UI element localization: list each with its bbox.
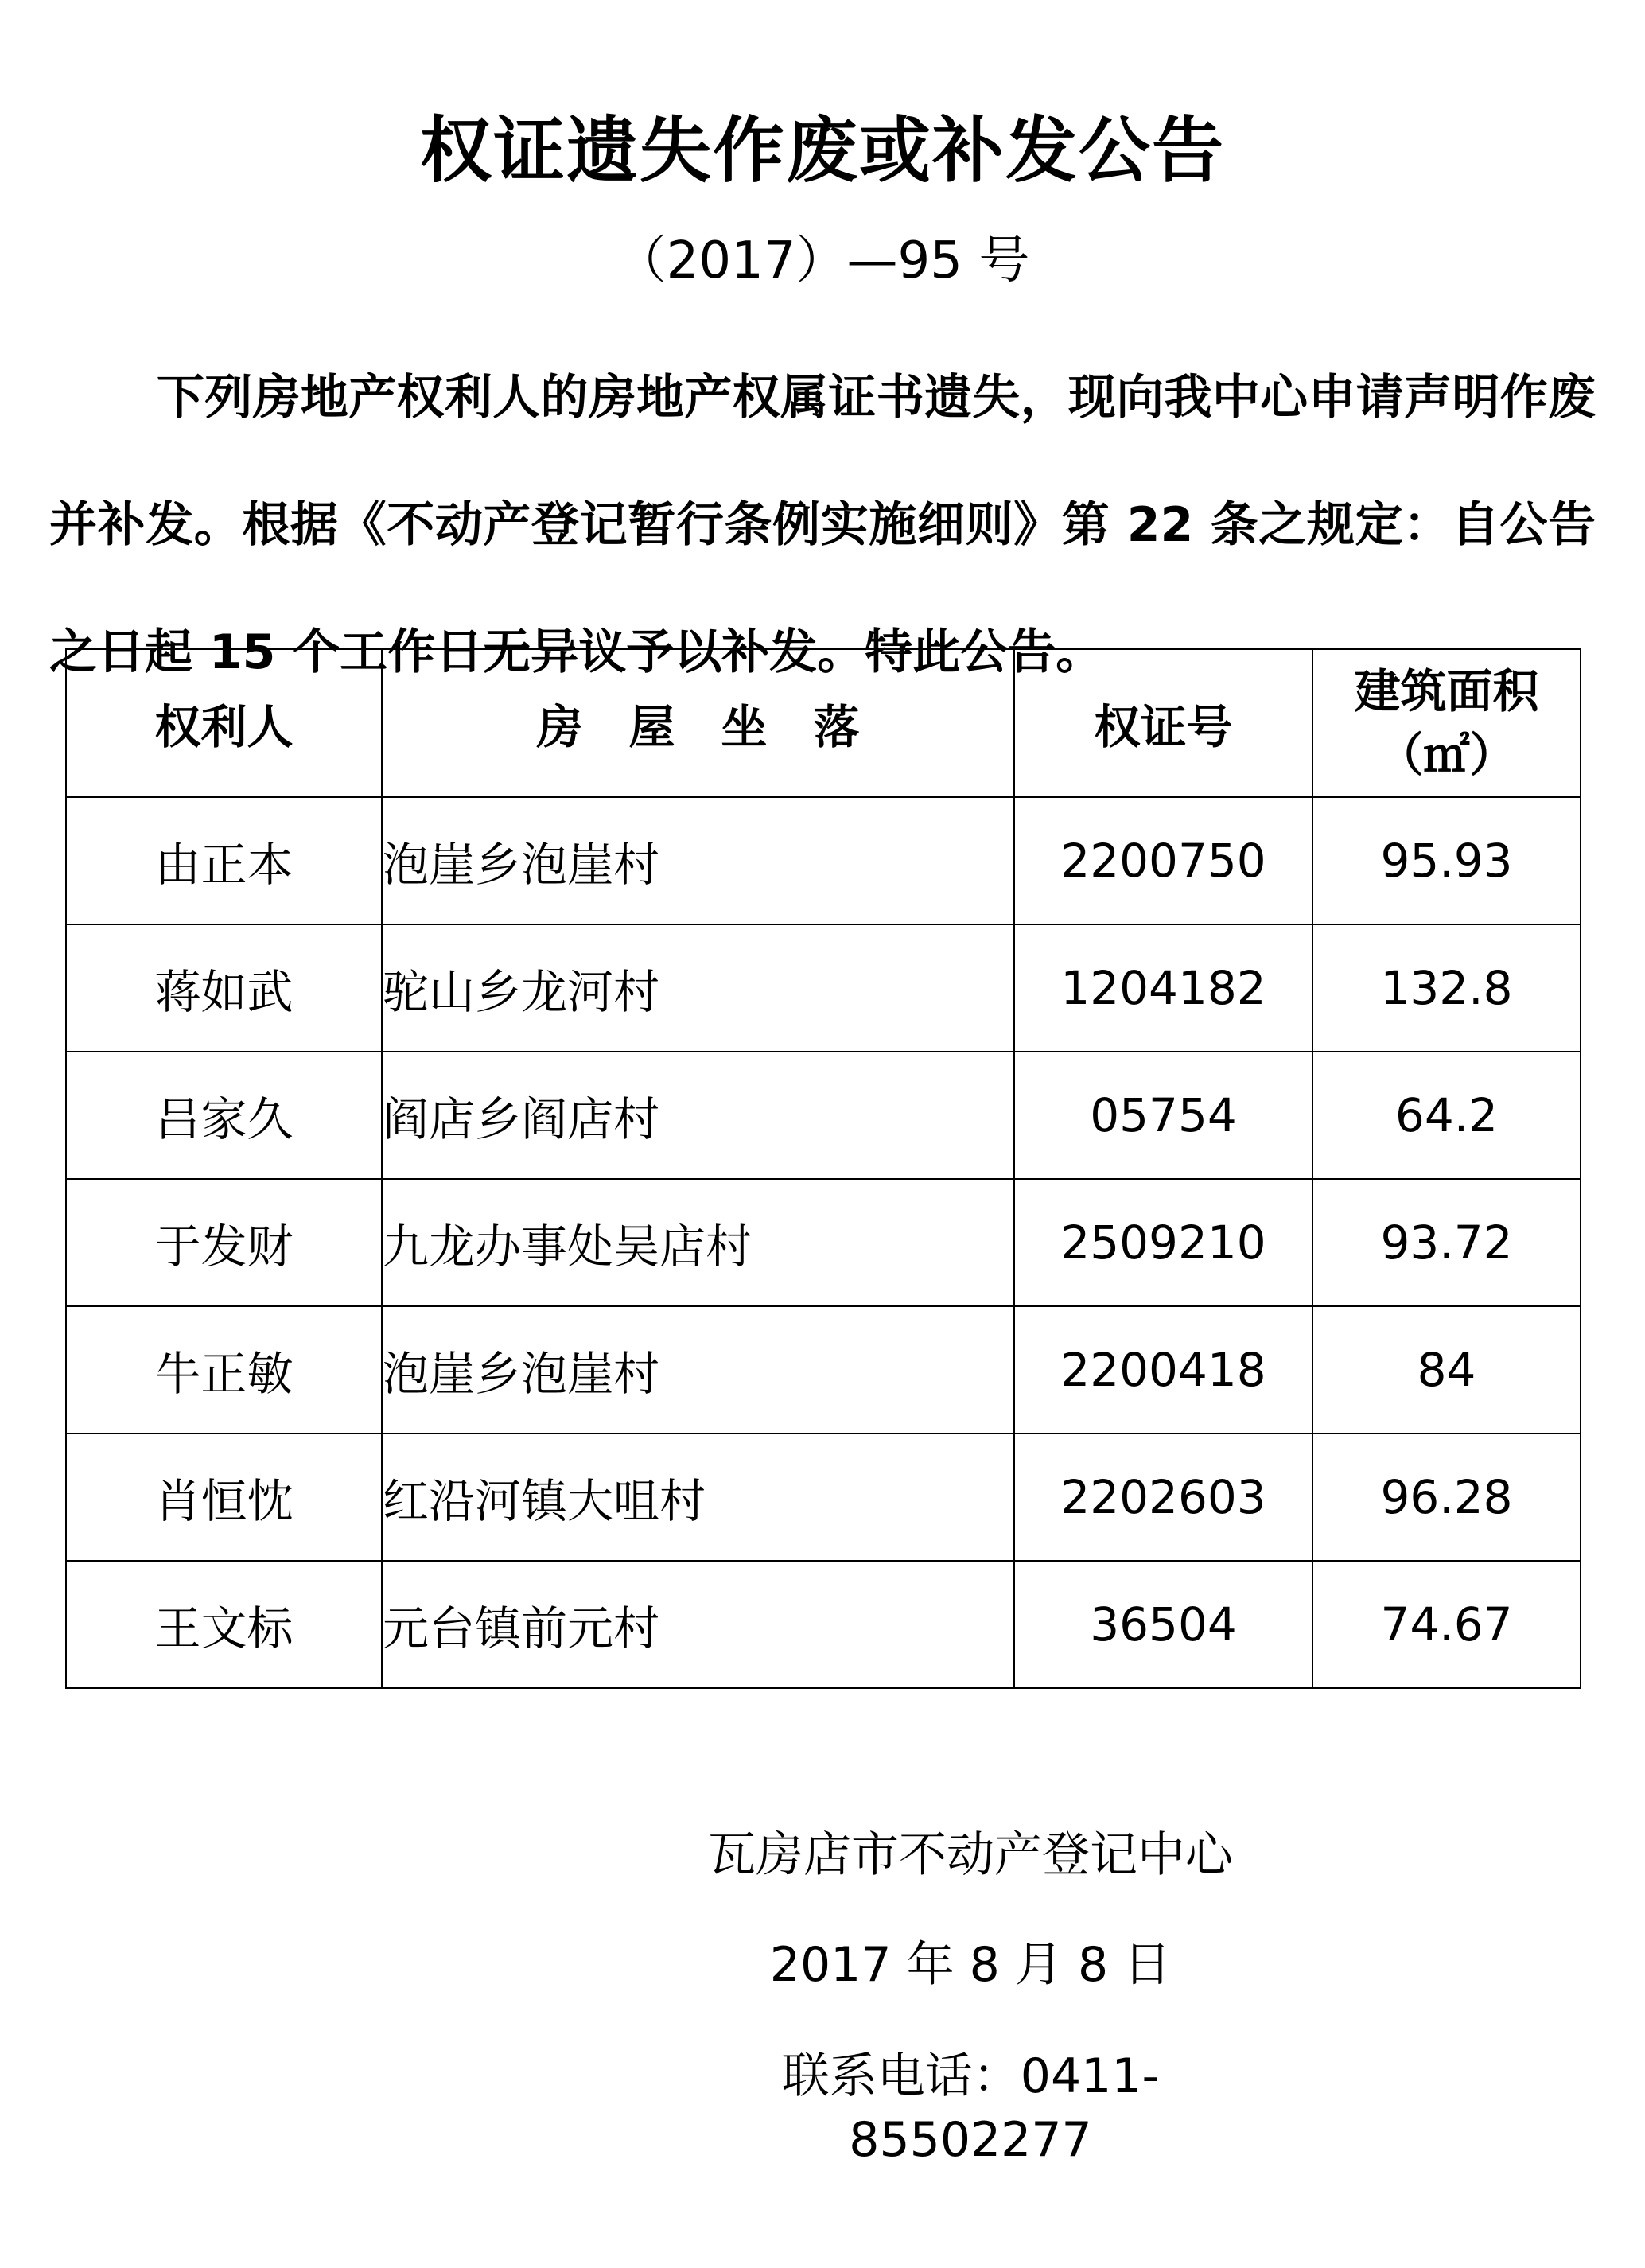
location-cell: 泡崖乡泡崖村: [382, 797, 1014, 924]
header-area-label: 建筑面积: [1354, 664, 1539, 718]
location-cell: 红沿河镇大咀村: [382, 1434, 1014, 1561]
location-cell: 九龙办事处吴店村: [382, 1179, 1014, 1306]
header-location: 房 屋 坐 落: [382, 649, 1014, 797]
header-cert-no: 权证号: [1014, 649, 1312, 797]
table-row: [66, 1179, 1581, 1306]
table-row: [66, 1306, 1581, 1434]
notice-number: （2017）—95 号: [615, 231, 1030, 290]
table-row: [66, 1052, 1581, 1179]
location-cell: 元台镇前元村: [382, 1561, 1014, 1688]
table-row: [66, 797, 1581, 924]
area-cell: 74.67: [1312, 1561, 1581, 1688]
area-cell: 93.72: [1312, 1179, 1581, 1306]
area-cell: 95.93: [1312, 797, 1581, 924]
header-area-unit: （㎡）: [1377, 728, 1516, 782]
issue-date: 2017 年 8 月 8 日: [769, 1937, 1172, 1993]
table-row: [66, 1434, 1581, 1561]
notice-body: 下列房地产权利人的房地产权属证书遗失，现向我中心申请声明作废并补发。根据《不动产登记暂行条例实施细则》第 22 条之规定：自公告之日起 15 个工作日无异议予以补发。特此公告。: [49, 370, 1596, 680]
area-cell: 64.2: [1312, 1052, 1581, 1179]
records-table: [65, 648, 1581, 1689]
header-owner: 权利人: [66, 649, 382, 797]
table-row: [66, 924, 1581, 1052]
owner-cell: 于发财: [66, 1179, 382, 1306]
area-cell: 84: [1312, 1306, 1581, 1434]
contact-phone: 联系电话：0411-85502277: [781, 2048, 1160, 2168]
cert-no-cell: 2200418: [1014, 1306, 1312, 1434]
location-cell: 泡崖乡泡崖村: [382, 1306, 1014, 1434]
cert-no-cell: 1204182: [1014, 924, 1312, 1052]
cert-no-cell: 36504: [1014, 1561, 1312, 1688]
table-header-row: [66, 649, 1581, 797]
area-cell: 96.28: [1312, 1434, 1581, 1561]
owner-cell: 王文标: [66, 1561, 382, 1688]
cert-no-cell: 05754: [1014, 1052, 1312, 1179]
owner-cell: 由正本: [66, 797, 382, 924]
cert-no-cell: 2509210: [1014, 1179, 1312, 1306]
table-row: [66, 1561, 1581, 1688]
cert-no-cell: 2200750: [1014, 797, 1312, 924]
area-cell: 132.8: [1312, 924, 1581, 1052]
owner-cell: 肖恒忱: [66, 1434, 382, 1561]
cert-no-cell: 2202603: [1014, 1434, 1312, 1561]
location-cell: 驼山乡龙河村: [382, 924, 1014, 1052]
owner-cell: 吕家久: [66, 1052, 382, 1179]
owner-cell: 牛正敏: [66, 1306, 382, 1434]
owner-cell: 蒋如武: [66, 924, 382, 1052]
header-area: [1312, 649, 1581, 797]
location-cell: 阎店乡阎店村: [382, 1052, 1014, 1179]
issuing-organization: 瓦房店市不动产登记中心: [708, 1827, 1233, 1883]
page-title: 权证遗失作废或补发公告: [420, 109, 1225, 193]
